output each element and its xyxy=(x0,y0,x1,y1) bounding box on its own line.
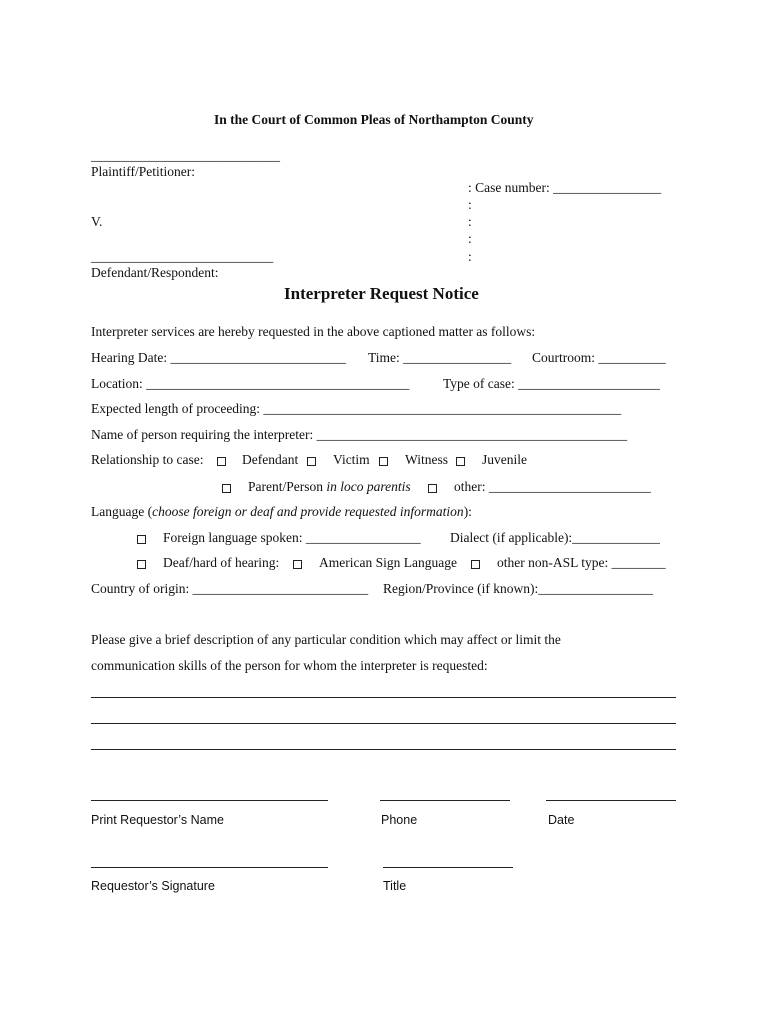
caption-colon: : xyxy=(468,197,472,212)
phone-line[interactable] xyxy=(380,800,510,801)
print-name-line[interactable] xyxy=(91,800,328,801)
defendant-label: Defendant/Respondent: xyxy=(91,265,219,280)
title-label: Title xyxy=(383,879,407,893)
description-prompt-line1: Please give a brief description of any particular condition which may affect or limit the xyxy=(91,632,561,647)
signature-label: Requestor’s Signature xyxy=(91,879,215,893)
caption-colon: : xyxy=(468,231,472,246)
expected-length-field[interactable]: Expected length of proceeding: _____________________________________________________ xyxy=(91,401,622,416)
witness-checkbox[interactable] xyxy=(379,455,388,469)
plaintiff-label: Plaintiff/Petitioner: xyxy=(91,164,195,179)
defendant-name-line[interactable]: ___________________________ xyxy=(91,249,274,264)
plaintiff-name-line[interactable]: ____________________________ xyxy=(91,148,280,163)
victim-checkbox[interactable] xyxy=(307,455,316,469)
relationship-label: Relationship to case: xyxy=(91,452,204,467)
non-asl-checkbox[interactable] xyxy=(471,558,480,572)
foreign-language-checkbox[interactable] xyxy=(137,533,146,547)
date-line[interactable] xyxy=(546,800,676,801)
hearing-date-field[interactable]: Hearing Date: __________________________ xyxy=(91,350,346,365)
parent-option-label: Parent/Person in loco parentis xyxy=(248,479,411,494)
caption-colon: : xyxy=(468,249,472,264)
case-number-field[interactable]: : Case number: ________________ xyxy=(468,180,662,195)
description-prompt-line2: communication skills of the person for whom the interpreter is requested: xyxy=(91,658,488,673)
other-relationship-field[interactable]: other: ________________________ xyxy=(454,479,651,494)
defendant-option-label: Defendant xyxy=(242,452,299,467)
description-line[interactable] xyxy=(91,723,676,724)
defendant-checkbox[interactable] xyxy=(217,455,226,469)
victim-option-label: Victim xyxy=(333,452,370,467)
description-line[interactable] xyxy=(91,749,676,750)
date-label: Date xyxy=(548,813,575,827)
form-heading: Interpreter Request Notice xyxy=(284,284,479,303)
type-of-case-field[interactable]: Type of case: _____________________ xyxy=(443,376,660,391)
parent-checkbox[interactable] xyxy=(222,482,231,496)
juvenile-option-label: Juvenile xyxy=(482,452,527,467)
versus-label: V. xyxy=(91,214,103,229)
other-checkbox[interactable] xyxy=(428,482,437,496)
country-of-origin-field[interactable]: Country of origin: __________________________ xyxy=(91,581,369,596)
non-asl-type-field[interactable]: other non-ASL type: ________ xyxy=(497,555,666,570)
juvenile-checkbox[interactable] xyxy=(456,455,465,469)
deaf-option-label: Deaf/hard of hearing: xyxy=(163,555,280,570)
hearing-time-field[interactable]: Time: ________________ xyxy=(368,350,512,365)
region-province-field[interactable]: Region/Province (if known):_________________ xyxy=(383,581,653,596)
witness-option-label: Witness xyxy=(405,452,448,467)
caption-colon: : xyxy=(468,214,472,229)
phone-label: Phone xyxy=(381,813,418,827)
description-line[interactable] xyxy=(91,697,676,698)
location-field[interactable]: Location: _______________________________________ xyxy=(91,376,410,391)
courtroom-field[interactable]: Courtroom: __________ xyxy=(532,350,666,365)
person-requiring-field[interactable]: Name of person requiring the interpreter: ______________________________________________ xyxy=(91,427,628,442)
foreign-language-field[interactable]: Foreign language spoken: _________________ xyxy=(163,530,421,545)
title-line[interactable] xyxy=(383,867,513,868)
asl-option-label: American Sign Language xyxy=(319,555,457,570)
intro-text: Interpreter services are hereby requested in the above captioned matter as follows: xyxy=(91,324,536,339)
court-title: In the Court of Common Pleas of Northampton County xyxy=(214,112,534,127)
signature-line[interactable] xyxy=(91,867,328,868)
asl-checkbox[interactable] xyxy=(293,558,302,572)
deaf-checkbox[interactable] xyxy=(137,558,146,572)
print-name-label: Print Requestor’s Name xyxy=(91,813,224,827)
language-label: Language (choose foreign or deaf and provide requested information): xyxy=(91,504,472,519)
dialect-field[interactable]: Dialect (if applicable):_____________ xyxy=(450,530,660,545)
